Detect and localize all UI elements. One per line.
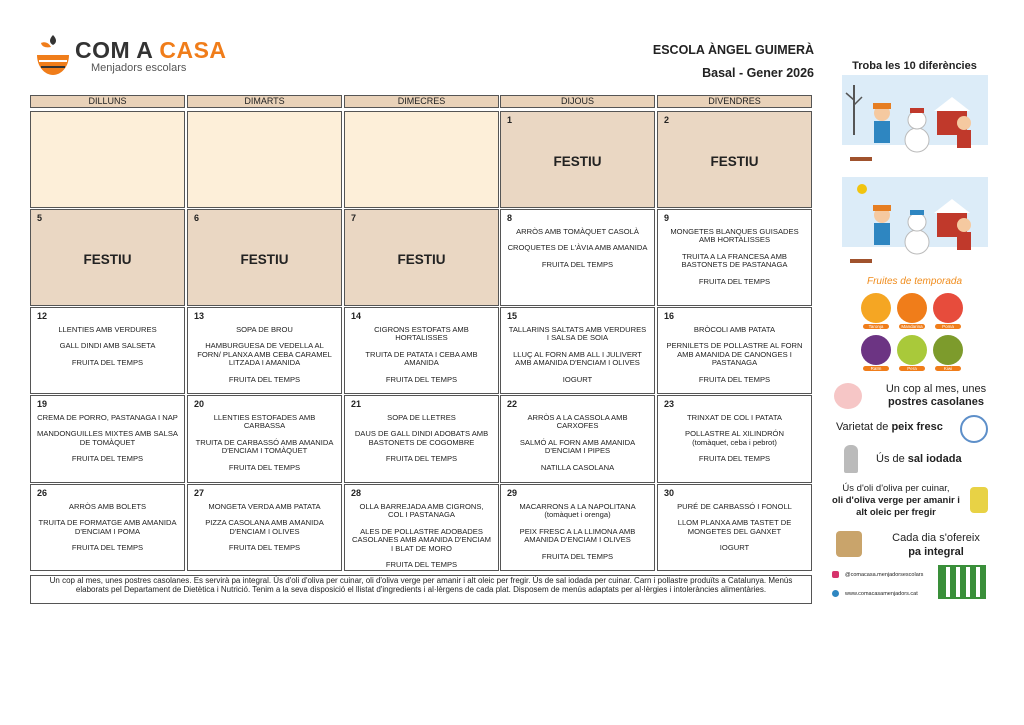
menu-name: Basal - Gener 2026 — [702, 66, 814, 80]
menu-dish — [507, 464, 648, 472]
dish-name: FRUITA DEL TEMPS — [698, 374, 771, 384]
menu-dish — [507, 244, 648, 252]
orange-icon — [861, 293, 891, 323]
holiday-cell — [657, 111, 812, 208]
dish-name: FRUITA DEL TEMPS — [228, 462, 301, 472]
menu-dish — [351, 503, 492, 520]
dish-name: PIZZA CASOLANA AMB AMANIDA D'ENCIAM I OLIVES — [205, 518, 324, 536]
menu-dish — [507, 376, 648, 384]
menu-day-cell — [500, 307, 655, 394]
menu-dish — [37, 519, 178, 536]
day-number: 20 — [194, 399, 205, 409]
menu-day-cell — [187, 484, 342, 571]
dish-name: ARRÒS A LA CASSOLA AMB CARXOFES — [527, 413, 628, 431]
day-number: 16 — [664, 311, 675, 321]
dish-name: PEIX FRESC A LA LLIMONA AMB AMANIDA D'ENCIAM I OLIVES — [519, 526, 636, 545]
dish-name: IOGURT — [562, 374, 593, 384]
menu-dish — [664, 414, 805, 422]
menu-dish — [664, 326, 805, 334]
menu-dish — [351, 326, 492, 343]
dish-name: OLLA BARREJADA AMB CIGRONS, COL I PASTANAGA — [359, 502, 484, 520]
dish-name: ARRÒS AMB TOMÀQUET CASOLÀ — [516, 227, 639, 236]
salt-shaker-icon — [844, 445, 858, 473]
menu-dish — [351, 376, 492, 384]
menu-items — [351, 326, 492, 392]
dish-name: GALL DINDI AMB SALSETA — [59, 341, 156, 351]
dish-name: CIGRONS ESTOFATS AMB HORTALISSES — [374, 325, 469, 343]
day-number: 21 — [351, 399, 362, 409]
fruit-kiwi: Kiwi — [931, 335, 965, 371]
dish-name: FRUITA DEL TEMPS — [71, 543, 144, 553]
day-number: 19 — [37, 399, 48, 409]
dish-name: TRUITA DE FORMATGE AMB AMANIDA D'ENCIAM I POMA — [38, 518, 177, 536]
day-number: 12 — [37, 311, 48, 321]
fruit-apple: Poma — [931, 293, 965, 329]
menu-items — [664, 503, 805, 561]
mandarin-icon — [897, 293, 927, 323]
dish-name: DAUS DE GALL DINDI ADOBATS AMB BASTONETS DE COGOMBRE — [354, 429, 489, 447]
day-header-dilluns: DILLUNS — [30, 95, 185, 108]
grape-icon — [861, 335, 891, 365]
dish-name: TRUITA DE PATATA I CEBA AMB AMANIDA — [365, 349, 478, 368]
school-name: ESCOLA ÀNGEL GUIMERÀ — [652, 43, 814, 57]
brand-logo — [33, 33, 233, 81]
dish-note: (tomàquet, ceba i pebrot) — [692, 437, 777, 447]
menu-dish — [664, 430, 805, 447]
dish-name: TRUITA DE CARBASSÓ AMB AMANIDA D'ENCIAM I TOMÀQUET — [195, 437, 334, 456]
menu-dish — [664, 342, 805, 367]
fish-icon — [960, 415, 988, 443]
empty-day-cell — [344, 111, 499, 208]
fruit-mandarin: Mandarina — [895, 293, 929, 329]
dish-name: BRÒCOLI AMB PATATA — [693, 325, 776, 334]
brand-title: COM A CASA — [75, 37, 227, 63]
menu-day-cell — [344, 307, 499, 394]
menu-dish — [664, 278, 805, 286]
menu-dish — [507, 326, 648, 343]
day-header-dimarts: DIMARTS — [187, 95, 342, 108]
menu-day-cell — [30, 484, 185, 571]
day-number: 29 — [507, 488, 518, 498]
menu-dish — [194, 376, 335, 384]
day-number: 30 — [664, 488, 675, 498]
day-number: 2 — [664, 115, 670, 125]
day-header-dijous: DIJOUS — [500, 95, 655, 108]
menu-dish — [194, 519, 335, 536]
menu-items — [507, 326, 648, 392]
menu-dish — [351, 351, 492, 368]
fruits-title: Fruites de temporada — [866, 276, 963, 287]
bread-icon — [836, 531, 862, 557]
dish-name: FRUITA DEL TEMPS — [698, 454, 771, 464]
fruit-orange: Taronja — [859, 293, 893, 329]
dish-name: ARRÒS AMB BOLETS — [68, 502, 147, 511]
menu-items — [664, 414, 805, 472]
dish-name: MONGETES BLANQUES GUISADES AMB HORTALISSES — [670, 227, 799, 245]
day-number: 8 — [507, 213, 513, 223]
day-number: 27 — [194, 488, 205, 498]
menu-items — [37, 326, 178, 375]
holiday-cell — [344, 209, 499, 306]
menu-dish — [664, 503, 805, 511]
holiday-label: FESTIU — [553, 154, 602, 169]
menu-dish — [507, 553, 648, 561]
menu-dish — [664, 253, 805, 270]
dish-name: MACARRONS A LA NAPOLITANA — [519, 502, 636, 511]
dish-note: (tomàquet i orenga) — [544, 510, 611, 520]
menu-dish — [37, 342, 178, 350]
dish-name: FRUITA DEL TEMPS — [698, 276, 771, 286]
menu-dish — [351, 528, 492, 553]
menu-dish — [37, 359, 178, 367]
day-number: 13 — [194, 311, 205, 321]
instagram-link[interactable]: @comacasa.menjadorsescolars — [832, 571, 923, 578]
menu-items — [507, 228, 648, 277]
dish-name: MONGETA VERDA AMB PATATA — [208, 502, 321, 511]
menu-dish — [194, 544, 335, 552]
dish-name: SOPA DE BROU — [236, 325, 293, 334]
menu-dish — [194, 342, 335, 367]
menu-dish — [37, 414, 178, 422]
menu-dish — [507, 528, 648, 545]
dish-name: FRUITA DEL TEMPS — [71, 454, 144, 464]
dish-name: FRUITA DEL TEMPS — [385, 374, 458, 384]
day-header-divendres: DIVENDRES — [657, 95, 812, 108]
menu-dish — [351, 430, 492, 447]
menu-day-cell — [187, 307, 342, 394]
dish-name: TRUITA A LA FRANCESA AMB BASTONETS DE PASTANAGA — [681, 251, 788, 270]
menu-items — [664, 326, 805, 392]
menu-dish — [194, 464, 335, 472]
menu-dish — [351, 561, 492, 569]
apple-icon — [933, 293, 963, 323]
instagram-icon — [832, 571, 839, 578]
dish-name: LLENTIES AMB VERDURES — [58, 325, 157, 334]
dish-name: FRUITA DEL TEMPS — [71, 357, 144, 367]
menu-items — [37, 503, 178, 561]
day-header-dimecres: DIMECRES — [344, 95, 499, 108]
menu-dish — [351, 455, 492, 463]
menu-dish — [664, 376, 805, 384]
menu-dish — [351, 414, 492, 422]
menu-items — [194, 503, 335, 561]
day-number: 23 — [664, 399, 675, 409]
bowl-logo-icon — [33, 33, 73, 79]
day-number: 14 — [351, 311, 362, 321]
certification-logo — [938, 565, 986, 599]
winter-scene-image-2 — [842, 177, 988, 277]
menu-dish — [664, 544, 805, 552]
menu-dish — [37, 544, 178, 552]
menu-dish — [507, 414, 648, 431]
dish-name: FRUITA DEL TEMPS — [385, 560, 458, 570]
kiwi-icon — [933, 335, 963, 365]
dish-name: FRUITA DEL TEMPS — [541, 259, 614, 269]
brand-subtitle: Menjadors escolars — [91, 62, 187, 74]
day-number: 26 — [37, 488, 48, 498]
dish-name: CREMA DE PORRO, PASTANAGA I NAP — [37, 413, 178, 422]
holiday-label: FESTIU — [83, 252, 132, 267]
menu-items — [351, 503, 492, 571]
dish-name: ALES DE POLLASTRE ADOBADES CASOLANES AMB AMANIDA D'ENCIAM I BLAT DE MORO — [351, 526, 491, 553]
dish-name: CROQUETES DE L'ÀVIA AMB AMANIDA — [507, 243, 648, 253]
menu-day-cell — [657, 484, 812, 571]
menu-items — [507, 503, 648, 569]
menu-dish — [194, 414, 335, 431]
menu-dish — [37, 503, 178, 511]
menu-items — [507, 414, 648, 480]
dish-name: LLENTIES ESTOFADES AMB CARBASSA — [213, 413, 316, 431]
dish-name: POLLASTRE AL XILINDRÓN — [685, 429, 784, 439]
menu-day-cell — [30, 395, 185, 483]
menu-dish — [507, 228, 648, 236]
day-number: 9 — [664, 213, 670, 223]
day-number: 7 — [351, 213, 357, 223]
menu-dish — [37, 455, 178, 463]
menu-dish — [507, 503, 648, 520]
day-number: 15 — [507, 311, 518, 321]
menu-items — [664, 228, 805, 294]
menu-day-cell — [344, 484, 499, 571]
menu-day-cell — [657, 395, 812, 483]
menu-dish — [507, 351, 648, 368]
menu-items — [194, 414, 335, 480]
dish-name: PERNILETS DE POLLASTRE AL FORN AMB AMANIDA DE CANONGES I PASTANAGA — [666, 341, 803, 368]
holiday-cell — [187, 209, 342, 306]
dish-name: NATILLA CASOLANA — [540, 462, 615, 472]
menu-day-cell — [500, 484, 655, 571]
dish-name: LLOM PLANXA AMB TASTET DE MONGETES DEL GANXET — [677, 518, 792, 536]
dish-name: PURÉ DE CARBASSÓ I FONOLL — [677, 502, 792, 511]
menu-items — [37, 414, 178, 472]
dish-name: FRUITA DEL TEMPS — [385, 454, 458, 464]
menu-items — [351, 414, 492, 472]
menu-dish — [194, 503, 335, 511]
day-number: 28 — [351, 488, 362, 498]
dessert-icon — [834, 383, 862, 409]
menu-day-cell — [657, 209, 812, 306]
globe-icon — [832, 590, 839, 597]
menu-dish — [194, 326, 335, 334]
dish-name: IOGURT — [719, 543, 750, 553]
menu-dish — [664, 455, 805, 463]
menu-day-cell — [187, 395, 342, 483]
dish-name: LLUÇ AL FORN AMB ALL I JULIVERT AMB AMANIDA D'ENCIAM I OLIVES — [513, 349, 642, 368]
fruit-grape: Raïm — [859, 335, 893, 371]
dish-name: SALMÓ AL FORN AMB AMANIDA D'ENCIAM I PIPES — [519, 437, 636, 456]
fruit-pear: Pera — [895, 335, 929, 371]
website-link[interactable]: www.comacasamenjadors.cat — [832, 590, 918, 597]
footer-notes: Un cop al mes, unes postres casolanes. Es servirà pa integral. Ús d'oli d'oliva per cuinar, oli d'oliva verge per amanir i alt oleic per fregir. Ús de sal iodada per cuinar. Carn i pollastre produïts a Catalunya. Menús elaborats pel Departament de Dietètica i Nutrició. Tenim a la seva disposició el llistat d'ingredients i al·lèrgens de cada plat. Disposem de menús adaptats per al·lèrgies i intoleràncies alimentàries. — [30, 575, 812, 604]
dish-name: MANDONGUILLES MIXTES AMB SALSA DE TOMÀQUET — [37, 429, 178, 447]
menu-dish — [37, 326, 178, 334]
pear-icon — [897, 335, 927, 365]
dish-name: FRUITA DEL TEMPS — [228, 374, 301, 384]
holiday-cell — [500, 111, 655, 208]
day-number: 6 — [194, 213, 200, 223]
menu-dish — [194, 439, 335, 456]
menu-day-cell — [30, 307, 185, 394]
olive-oil-icon — [970, 487, 988, 513]
menu-day-cell — [344, 395, 499, 483]
menu-dish — [507, 439, 648, 456]
puzzle-title: Troba les 10 diferències — [852, 60, 977, 72]
menu-items — [194, 326, 335, 392]
menu-dish — [664, 228, 805, 245]
dish-name: TRINXAT DE COL I PATATA — [687, 413, 782, 422]
day-number: 1 — [507, 115, 513, 125]
dish-name: FRUITA DEL TEMPS — [541, 551, 614, 561]
dish-name: SOPA DE LLETRES — [387, 413, 456, 422]
menu-day-cell — [500, 395, 655, 483]
empty-day-cell — [187, 111, 342, 208]
holiday-label: FESTIU — [710, 154, 759, 169]
dish-name: TALLARINS SALTATS AMB VERDURES I SALSA DE SOIA — [508, 325, 647, 343]
menu-dish — [664, 519, 805, 536]
dish-name: HAMBURGUESA DE VEDELLA AL FORN/ PLANXA AMB CEBA CARAMEL LITZADA I AMANIDA — [197, 341, 332, 368]
menu-dish — [507, 261, 648, 269]
holiday-cell — [30, 209, 185, 306]
menu-day-cell — [657, 307, 812, 394]
day-number: 22 — [507, 399, 518, 409]
menu-dish — [37, 430, 178, 447]
winter-scene-image-1 — [842, 75, 988, 175]
menu-day-cell — [500, 209, 655, 306]
holiday-label: FESTIU — [397, 252, 446, 267]
day-number: 5 — [37, 213, 43, 223]
dish-name: FRUITA DEL TEMPS — [228, 543, 301, 553]
empty-day-cell — [30, 111, 185, 208]
holiday-label: FESTIU — [240, 252, 289, 267]
